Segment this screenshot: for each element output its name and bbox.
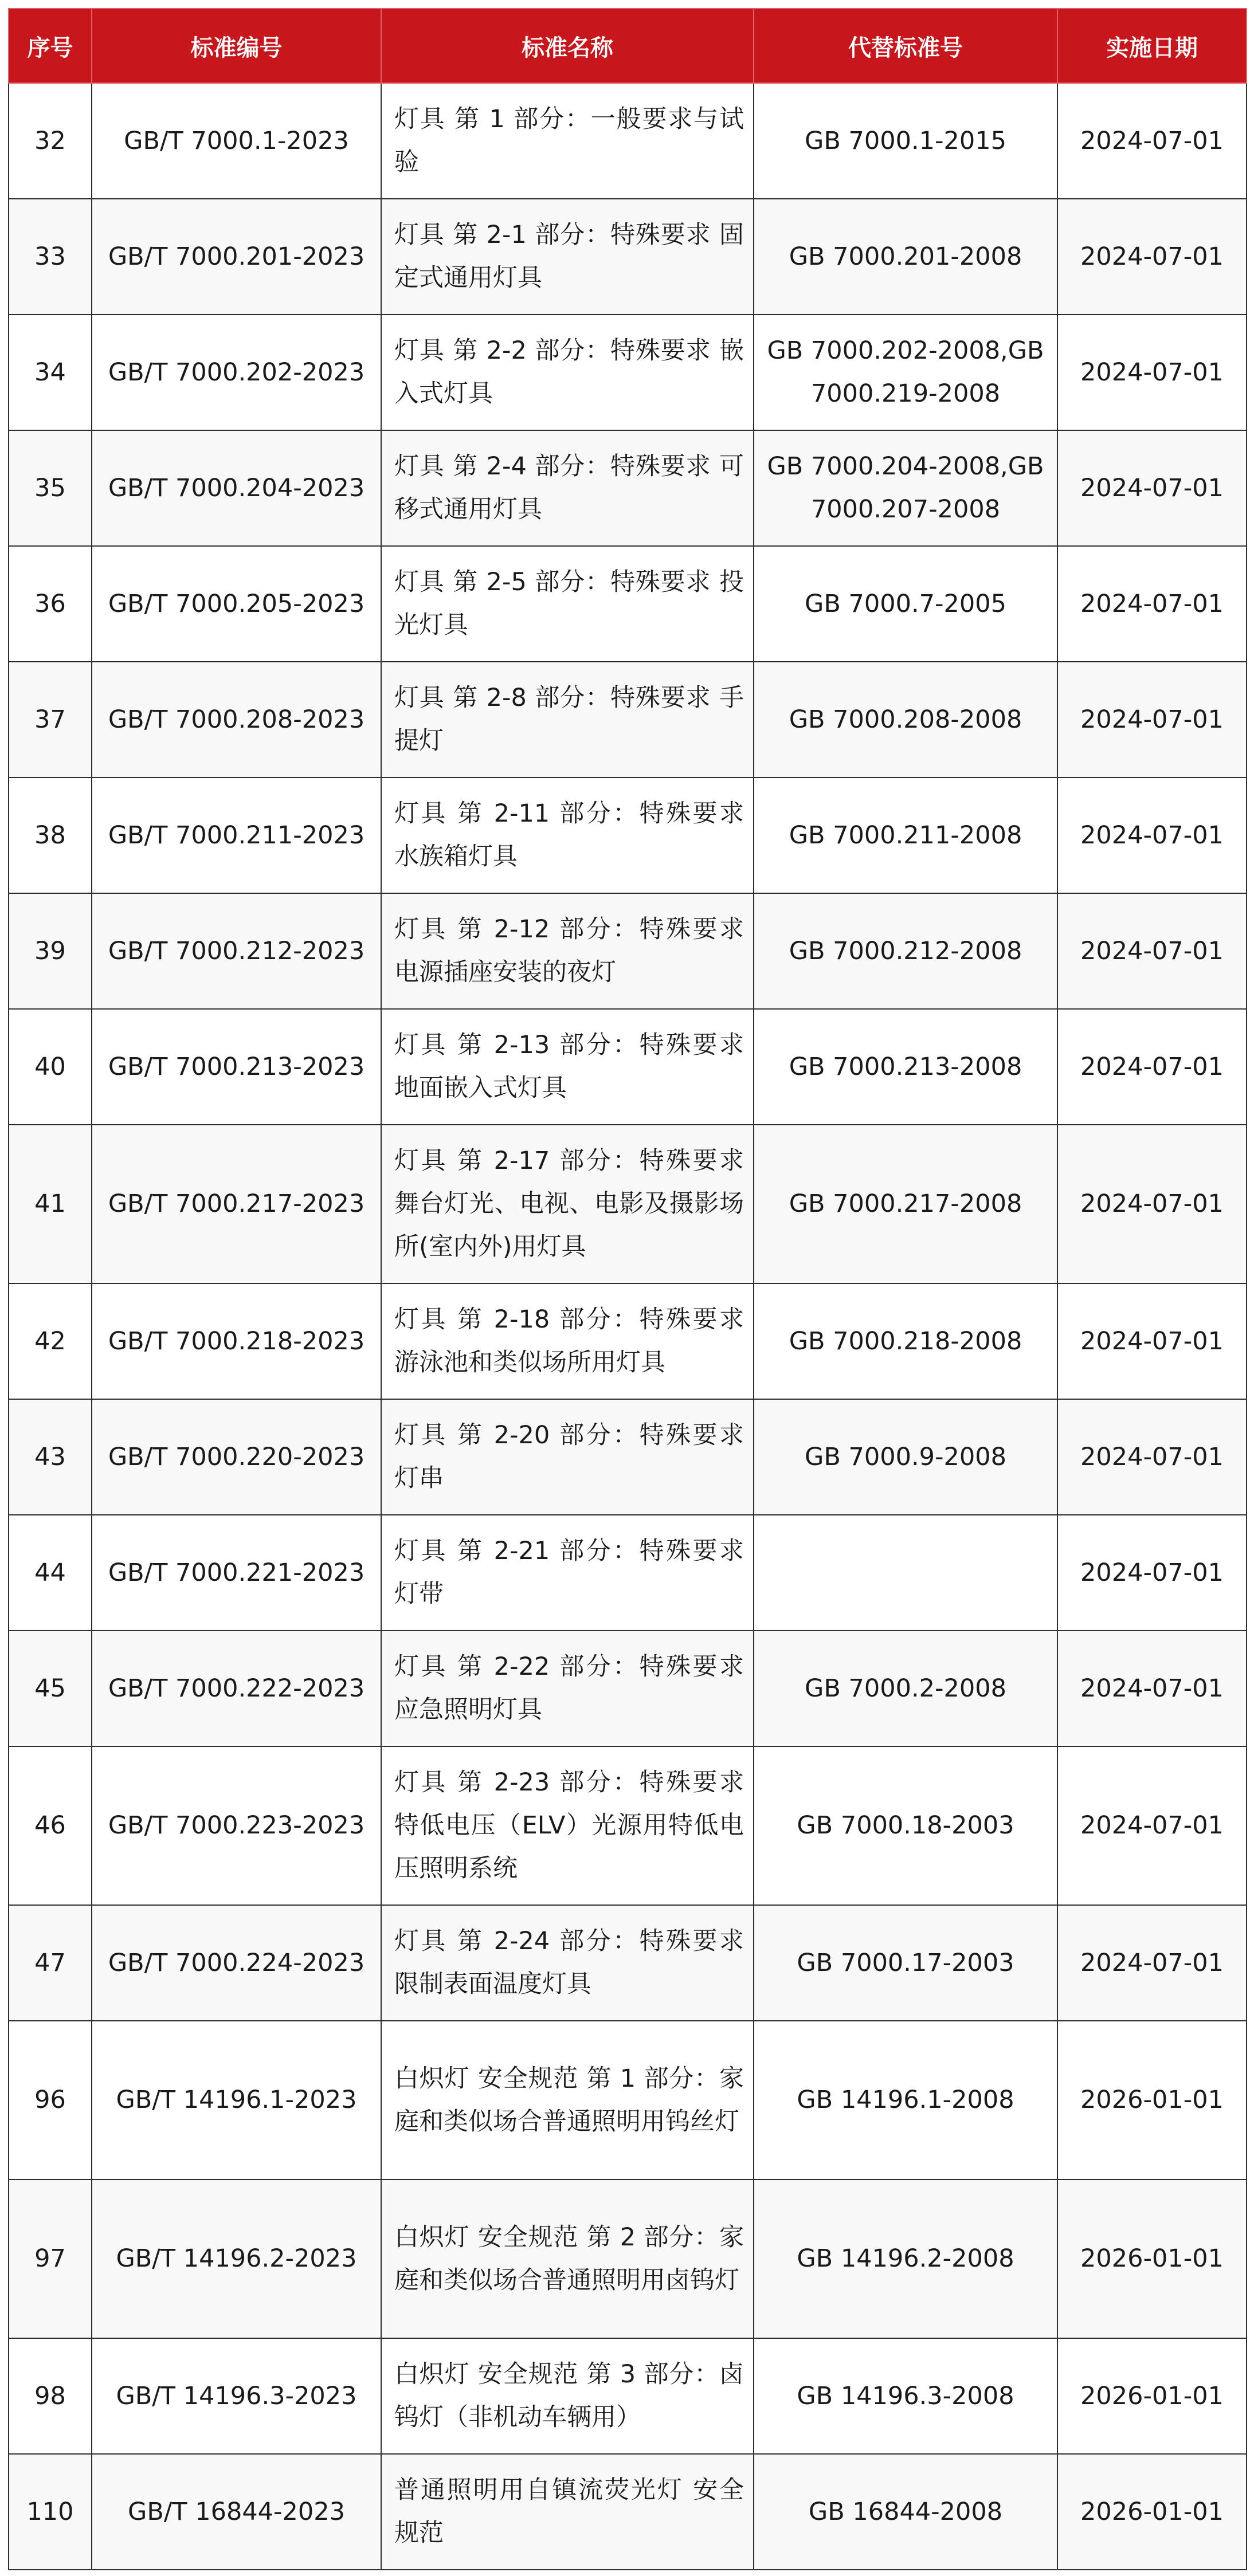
table-row [9, 1515, 1247, 1631]
header-code: 标准编号 [92, 9, 381, 83]
cell-replaces: GB 14196.1-2008 [754, 2021, 1057, 2180]
cell-replaces: GB 7000.1-2015 [754, 83, 1057, 199]
table-row [9, 1283, 1247, 1399]
cell-name: 灯具 第 2-5 部分：特殊要求 投光灯具 [381, 546, 754, 662]
cell-no: 39 [9, 893, 92, 1009]
table-row [9, 430, 1247, 546]
cell-date: 2026-01-01 [1057, 2180, 1247, 2338]
cell-date: 2024-07-01 [1057, 662, 1247, 777]
cell-code: GB/T 7000.224-2023 [92, 1905, 381, 2021]
table-row [9, 199, 1247, 315]
table-row [9, 662, 1247, 777]
cell-name: 灯具 第 2-12 部分：特殊要求 电源插座安装的夜灯 [381, 893, 754, 1009]
cell-name: 灯具 第 2-23 部分：特殊要求 特低电压（ELV）光源用特低电压照明系统 [381, 1746, 754, 1905]
cell-name: 灯具 第 2-4 部分：特殊要求 可移式通用灯具 [381, 430, 754, 546]
cell-code: GB/T 7000.213-2023 [92, 1009, 381, 1125]
table-row [9, 2338, 1247, 2454]
header-replaces: 代替标准号 [754, 9, 1057, 83]
cell-name: 灯具 第 2-2 部分：特殊要求 嵌入式灯具 [381, 315, 754, 430]
cell-replaces: GB 7000.202-2008,GB 7000.219-2008 [754, 315, 1057, 430]
cell-no: 42 [9, 1283, 92, 1399]
table-header [9, 9, 1247, 83]
cell-replaces: GB 7000.204-2008,GB 7000.207-2008 [754, 430, 1057, 546]
cell-no: 110 [9, 2454, 92, 2570]
cell-code: GB/T 7000.212-2023 [92, 893, 381, 1009]
cell-replaces: GB 7000.201-2008 [754, 199, 1057, 315]
cell-replaces: GB 16844-2008 [754, 2454, 1057, 2570]
cell-code: GB/T 7000.211-2023 [92, 777, 381, 893]
cell-name: 灯具 第 2-18 部分：特殊要求 游泳池和类似场所用灯具 [381, 1283, 754, 1399]
cell-code: GB/T 7000.217-2023 [92, 1125, 381, 1283]
cell-replaces: GB 7000.208-2008 [754, 662, 1057, 777]
cell-date: 2024-07-01 [1057, 893, 1247, 1009]
cell-name: 灯具 第 2-17 部分：特殊要求 舞台灯光、电视、电影及摄影场所(室内外)用灯具 [381, 1125, 754, 1283]
cell-replaces: GB 14196.2-2008 [754, 2180, 1057, 2338]
cell-no: 32 [9, 83, 92, 199]
cell-code: GB/T 7000.208-2023 [92, 662, 381, 777]
cell-code: GB/T 7000.220-2023 [92, 1399, 381, 1515]
cell-code: GB/T 7000.205-2023 [92, 546, 381, 662]
cell-code: GB/T 14196.3-2023 [92, 2338, 381, 2454]
cell-name: 白炽灯 安全规范 第 1 部分：家庭和类似场合普通照明用钨丝灯 [381, 2021, 754, 2180]
table-row [9, 893, 1247, 1009]
cell-code: GB/T 14196.1-2023 [92, 2021, 381, 2180]
cell-date: 2024-07-01 [1057, 1399, 1247, 1515]
cell-name: 灯具 第 2-8 部分：特殊要求 手提灯 [381, 662, 754, 777]
cell-name: 灯具 第 2-22 部分：特殊要求 应急照明灯具 [381, 1631, 754, 1746]
table-row [9, 1631, 1247, 1746]
cell-replaces: GB 7000.2-2008 [754, 1631, 1057, 1746]
cell-code: GB/T 7000.218-2023 [92, 1283, 381, 1399]
cell-replaces: GB 7000.217-2008 [754, 1125, 1057, 1283]
header-date: 实施日期 [1057, 9, 1247, 83]
table-row [9, 1399, 1247, 1515]
cell-date: 2024-07-01 [1057, 1905, 1247, 2021]
table-row [9, 1746, 1247, 1905]
cell-date: 2026-01-01 [1057, 2338, 1247, 2454]
cell-code: GB/T 14196.2-2023 [92, 2180, 381, 2338]
cell-no: 44 [9, 1515, 92, 1631]
cell-no: 38 [9, 777, 92, 893]
table-row [9, 546, 1247, 662]
cell-no: 43 [9, 1399, 92, 1515]
cell-no: 33 [9, 199, 92, 315]
cell-date: 2026-01-01 [1057, 2454, 1247, 2570]
cell-code: GB/T 7000.222-2023 [92, 1631, 381, 1746]
cell-date: 2024-07-01 [1057, 1746, 1247, 1905]
cell-date: 2024-07-01 [1057, 546, 1247, 662]
cell-no: 46 [9, 1746, 92, 1905]
cell-name: 灯具 第 2-11 部分：特殊要求 水族箱灯具 [381, 777, 754, 893]
cell-date: 2024-07-01 [1057, 199, 1247, 315]
cell-replaces: GB 7000.218-2008 [754, 1283, 1057, 1399]
cell-code: GB/T 7000.204-2023 [92, 430, 381, 546]
cell-name: 白炽灯 安全规范 第 3 部分：卤钨灯（非机动车辆用） [381, 2338, 754, 2454]
table-row [9, 2021, 1247, 2180]
cell-name: 白炽灯 安全规范 第 2 部分：家庭和类似场合普通照明用卤钨灯 [381, 2180, 754, 2338]
cell-name: 灯具 第 2-20 部分：特殊要求 灯串 [381, 1399, 754, 1515]
table-row [9, 2454, 1247, 2570]
cell-date: 2024-07-01 [1057, 1009, 1247, 1125]
cell-code: GB/T 7000.202-2023 [92, 315, 381, 430]
cell-replaces: GB 7000.9-2008 [754, 1399, 1057, 1515]
header-name: 标准名称 [381, 9, 754, 83]
cell-code: GB/T 7000.201-2023 [92, 199, 381, 315]
cell-no: 47 [9, 1905, 92, 2021]
cell-replaces: GB 7000.17-2003 [754, 1905, 1057, 2021]
table-row [9, 315, 1247, 430]
table-body [9, 83, 1247, 2570]
cell-code: GB/T 7000.223-2023 [92, 1746, 381, 1905]
cell-no: 97 [9, 2180, 92, 2338]
cell-name: 灯具 第 2-21 部分：特殊要求 灯带 [381, 1515, 754, 1631]
standards-table [8, 8, 1247, 2570]
cell-replaces: GB 7000.212-2008 [754, 893, 1057, 1009]
cell-replaces: GB 7000.7-2005 [754, 546, 1057, 662]
cell-no: 34 [9, 315, 92, 430]
cell-date: 2024-07-01 [1057, 777, 1247, 893]
cell-code: GB/T 7000.221-2023 [92, 1515, 381, 1631]
table-row [9, 83, 1247, 199]
cell-replaces: GB 14196.3-2008 [754, 2338, 1057, 2454]
cell-no: 45 [9, 1631, 92, 1746]
cell-date: 2024-07-01 [1057, 83, 1247, 199]
cell-no: 41 [9, 1125, 92, 1283]
cell-no: 36 [9, 546, 92, 662]
cell-date: 2024-07-01 [1057, 1631, 1247, 1746]
cell-no: 37 [9, 662, 92, 777]
cell-replaces [754, 1515, 1057, 1631]
cell-date: 2024-07-01 [1057, 315, 1247, 430]
cell-name: 灯具 第 1 部分：一般要求与试验 [381, 83, 754, 199]
table-row [9, 1125, 1247, 1283]
cell-date: 2024-07-01 [1057, 430, 1247, 546]
cell-no: 96 [9, 2021, 92, 2180]
cell-no: 40 [9, 1009, 92, 1125]
cell-code: GB/T 7000.1-2023 [92, 83, 381, 199]
cell-date: 2024-07-01 [1057, 1125, 1247, 1283]
cell-name: 灯具 第 2-24 部分：特殊要求 限制表面温度灯具 [381, 1905, 754, 2021]
header-row [9, 9, 1247, 83]
cell-no: 35 [9, 430, 92, 546]
table-row [9, 777, 1247, 893]
cell-date: 2024-07-01 [1057, 1515, 1247, 1631]
cell-replaces: GB 7000.213-2008 [754, 1009, 1057, 1125]
cell-name: 灯具 第 2-13 部分：特殊要求 地面嵌入式灯具 [381, 1009, 754, 1125]
cell-code: GB/T 16844-2023 [92, 2454, 381, 2570]
cell-replaces: GB 7000.18-2003 [754, 1746, 1057, 1905]
cell-replaces: GB 7000.211-2008 [754, 777, 1057, 893]
table-row [9, 1009, 1247, 1125]
cell-name: 灯具 第 2-1 部分：特殊要求 固定式通用灯具 [381, 199, 754, 315]
cell-name: 普通照明用自镇流荧光灯 安全规范 [381, 2454, 754, 2570]
table-row [9, 1905, 1247, 2021]
header-no: 序号 [9, 9, 92, 83]
table-row [9, 2180, 1247, 2338]
cell-no: 98 [9, 2338, 92, 2454]
cell-date: 2026-01-01 [1057, 2021, 1247, 2180]
cell-date: 2024-07-01 [1057, 1283, 1247, 1399]
